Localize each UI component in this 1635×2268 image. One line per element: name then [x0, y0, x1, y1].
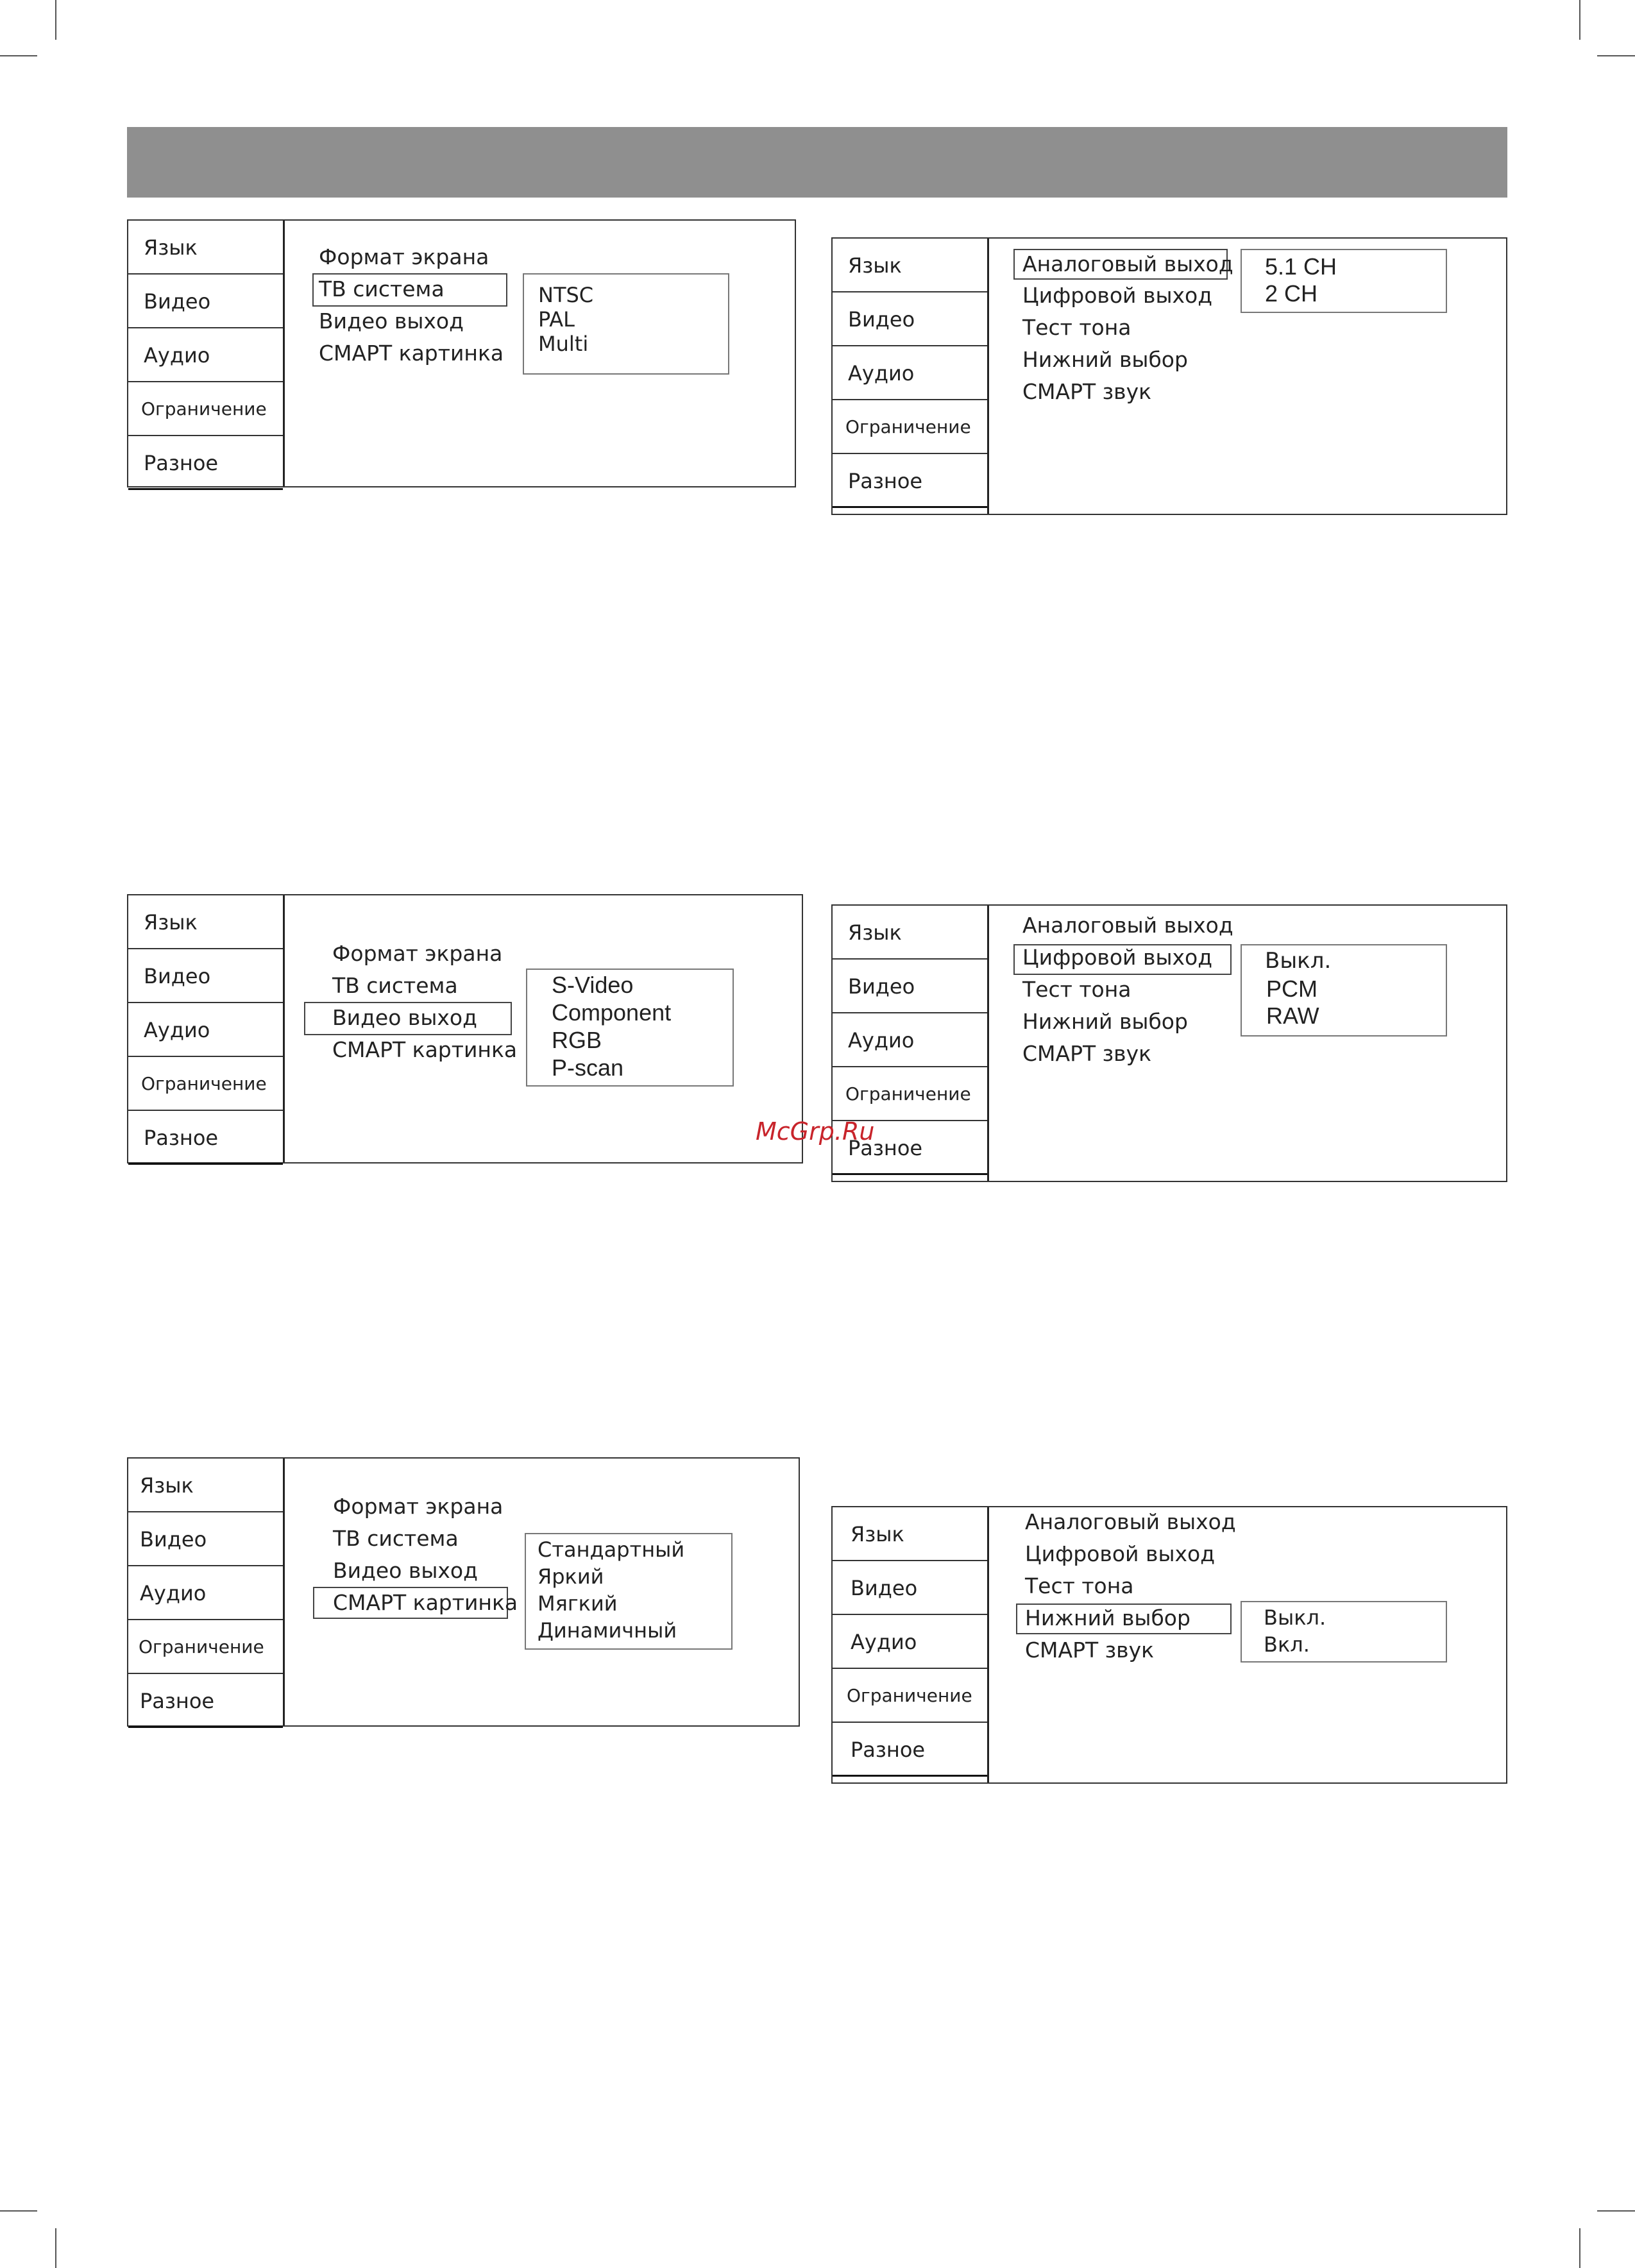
tab-video[interactable]: Видео [128, 949, 283, 1003]
tab-misc[interactable]: Разное [833, 454, 987, 508]
menu-item-tv-system[interactable]: ТВ система [319, 276, 445, 301]
crop-mark [55, 2228, 56, 2268]
option-dynamic[interactable]: Динамичный [538, 1618, 677, 1643]
menu-item-analog-out[interactable]: Аналоговый выход [1022, 251, 1233, 276]
tab-audio[interactable]: Аудио [128, 1566, 283, 1620]
tab-restriction[interactable]: Ограничение [833, 1067, 987, 1121]
panel-video-out [127, 894, 803, 1164]
menu-item-digital-out[interactable]: Цифровой выход [1025, 1541, 1216, 1566]
tab-video[interactable]: Видео [833, 1561, 987, 1615]
menu-item-analog-out[interactable]: Аналоговый выход [1025, 1509, 1236, 1534]
menu-item-test-tone[interactable]: Тест тона [1022, 315, 1131, 340]
menu-item-digital-out[interactable]: Цифровой выход [1022, 945, 1213, 970]
submenu-analog-out [1241, 249, 1447, 313]
menu-item-video-out[interactable]: Видео выход [332, 1005, 477, 1030]
settings-tabs [128, 895, 285, 1162]
panel-tv-system [127, 219, 796, 487]
panel-digital-out [831, 904, 1507, 1182]
menu-item-smart-sound[interactable]: СМАРТ звук [1022, 379, 1152, 404]
tab-language[interactable]: Язык [128, 221, 283, 275]
tab-video[interactable]: Видео [128, 275, 283, 328]
tab-restriction[interactable]: Ограничение [128, 382, 283, 436]
menu-item-smart-picture[interactable]: СМАРТ картинка [333, 1590, 518, 1615]
option-2-ch[interactable]: 2 CH [1265, 280, 1318, 307]
tab-audio[interactable]: Аудио [833, 346, 987, 400]
option-5-1-ch[interactable]: 5.1 CH [1265, 253, 1337, 280]
menu-item-analog-out[interactable]: Аналоговый выход [1022, 913, 1233, 938]
settings-tabs [833, 1507, 989, 1782]
option-rgb[interactable]: RGB [552, 1027, 602, 1053]
tab-restriction[interactable]: Ограничение [128, 1057, 283, 1111]
option-raw[interactable]: RAW [1266, 1003, 1319, 1029]
tab-language[interactable]: Язык [833, 1507, 987, 1561]
crop-mark [55, 0, 56, 40]
tab-misc[interactable]: Разное [128, 436, 283, 490]
menu-item-smart-sound[interactable]: СМАРТ звук [1022, 1041, 1152, 1066]
menu-item-test-tone[interactable]: Тест тона [1025, 1573, 1134, 1598]
menu-item-video-out[interactable]: Видео выход [319, 309, 464, 334]
option-pal[interactable]: PAL [538, 307, 575, 332]
crop-mark [0, 2210, 37, 2212]
crop-mark [0, 55, 37, 56]
tab-misc[interactable]: Разное [128, 1111, 283, 1165]
menu-item-smart-sound[interactable]: СМАРТ звук [1025, 1638, 1155, 1663]
menu-item-screen-format[interactable]: Формат экрана [332, 941, 503, 966]
crop-mark [1579, 2228, 1580, 2268]
menu-item-test-tone[interactable]: Тест тона [1022, 977, 1131, 1002]
settings-tabs [128, 1459, 285, 1725]
submenu-smart-picture [525, 1533, 733, 1650]
crop-mark [1597, 55, 1635, 56]
option-p-scan[interactable]: P-scan [552, 1054, 624, 1081]
watermark: McGrp.Ru [756, 1117, 875, 1146]
menu-item-smart-picture[interactable]: СМАРТ картинка [332, 1037, 518, 1062]
tab-audio[interactable]: Аудио [833, 1013, 987, 1067]
submenu-video-out [526, 969, 734, 1087]
panel-downmix [831, 1506, 1507, 1784]
tab-video[interactable]: Видео [128, 1512, 283, 1566]
settings-tabs [128, 221, 285, 486]
menu-item-screen-format[interactable]: Формат экрана [333, 1494, 504, 1519]
submenu-tv-system [523, 273, 729, 375]
option-standard[interactable]: Стандартный [538, 1537, 685, 1562]
option-s-video[interactable]: S-Video [552, 972, 634, 998]
option-multi[interactable]: Multi [538, 332, 589, 356]
settings-tabs [833, 239, 989, 514]
option-on[interactable]: Вкл. [1264, 1632, 1310, 1657]
tab-language[interactable]: Язык [128, 895, 283, 949]
submenu-downmix [1241, 1601, 1447, 1663]
tab-language[interactable]: Язык [128, 1459, 283, 1512]
option-soft[interactable]: Мягкий [538, 1591, 618, 1616]
menu-item-digital-out[interactable]: Цифровой выход [1022, 283, 1213, 308]
crop-mark [1597, 2210, 1635, 2212]
menu-item-smart-picture[interactable]: СМАРТ картинка [319, 341, 504, 366]
tab-language[interactable]: Язык [833, 906, 987, 960]
header-banner [127, 127, 1507, 198]
tab-misc[interactable]: Разное [833, 1121, 987, 1175]
menu-item-downmix[interactable]: Нижний выбор [1025, 1605, 1190, 1630]
tab-language[interactable]: Язык [833, 239, 987, 292]
menu-item-tv-system[interactable]: ТВ система [332, 973, 458, 998]
tab-restriction[interactable]: Ограничение [128, 1620, 283, 1674]
tab-video[interactable]: Видео [833, 960, 987, 1013]
menu-item-downmix[interactable]: Нижний выбор [1022, 347, 1188, 372]
menu-item-video-out[interactable]: Видео выход [333, 1558, 478, 1583]
panel-analog-out [831, 237, 1507, 515]
option-off[interactable]: Выкл. [1264, 1605, 1326, 1630]
tab-audio[interactable]: Аудио [128, 328, 283, 382]
tab-restriction[interactable]: Ограничение [833, 1669, 987, 1723]
option-ntsc[interactable]: NTSC [538, 283, 594, 307]
menu-item-screen-format[interactable]: Формат экрана [319, 244, 489, 269]
menu-item-downmix[interactable]: Нижний выбор [1022, 1009, 1188, 1034]
tab-misc[interactable]: Разное [128, 1674, 283, 1728]
option-off[interactable]: Выкл. [1265, 948, 1332, 974]
panel-smart-picture [127, 1457, 800, 1727]
option-bright[interactable]: Яркий [538, 1564, 604, 1589]
submenu-digital-out [1241, 944, 1447, 1037]
tab-audio[interactable]: Аудио [833, 1615, 987, 1669]
option-pcm[interactable]: PCM [1266, 976, 1317, 1002]
crop-mark [1579, 0, 1580, 40]
tab-video[interactable]: Видео [833, 292, 987, 346]
menu-item-tv-system[interactable]: ТВ система [333, 1526, 459, 1551]
tab-misc[interactable]: Разное [833, 1723, 987, 1777]
option-component[interactable]: Component [552, 999, 672, 1026]
tab-audio[interactable]: Аудио [128, 1003, 283, 1057]
tab-restriction[interactable]: Ограничение [833, 400, 987, 454]
